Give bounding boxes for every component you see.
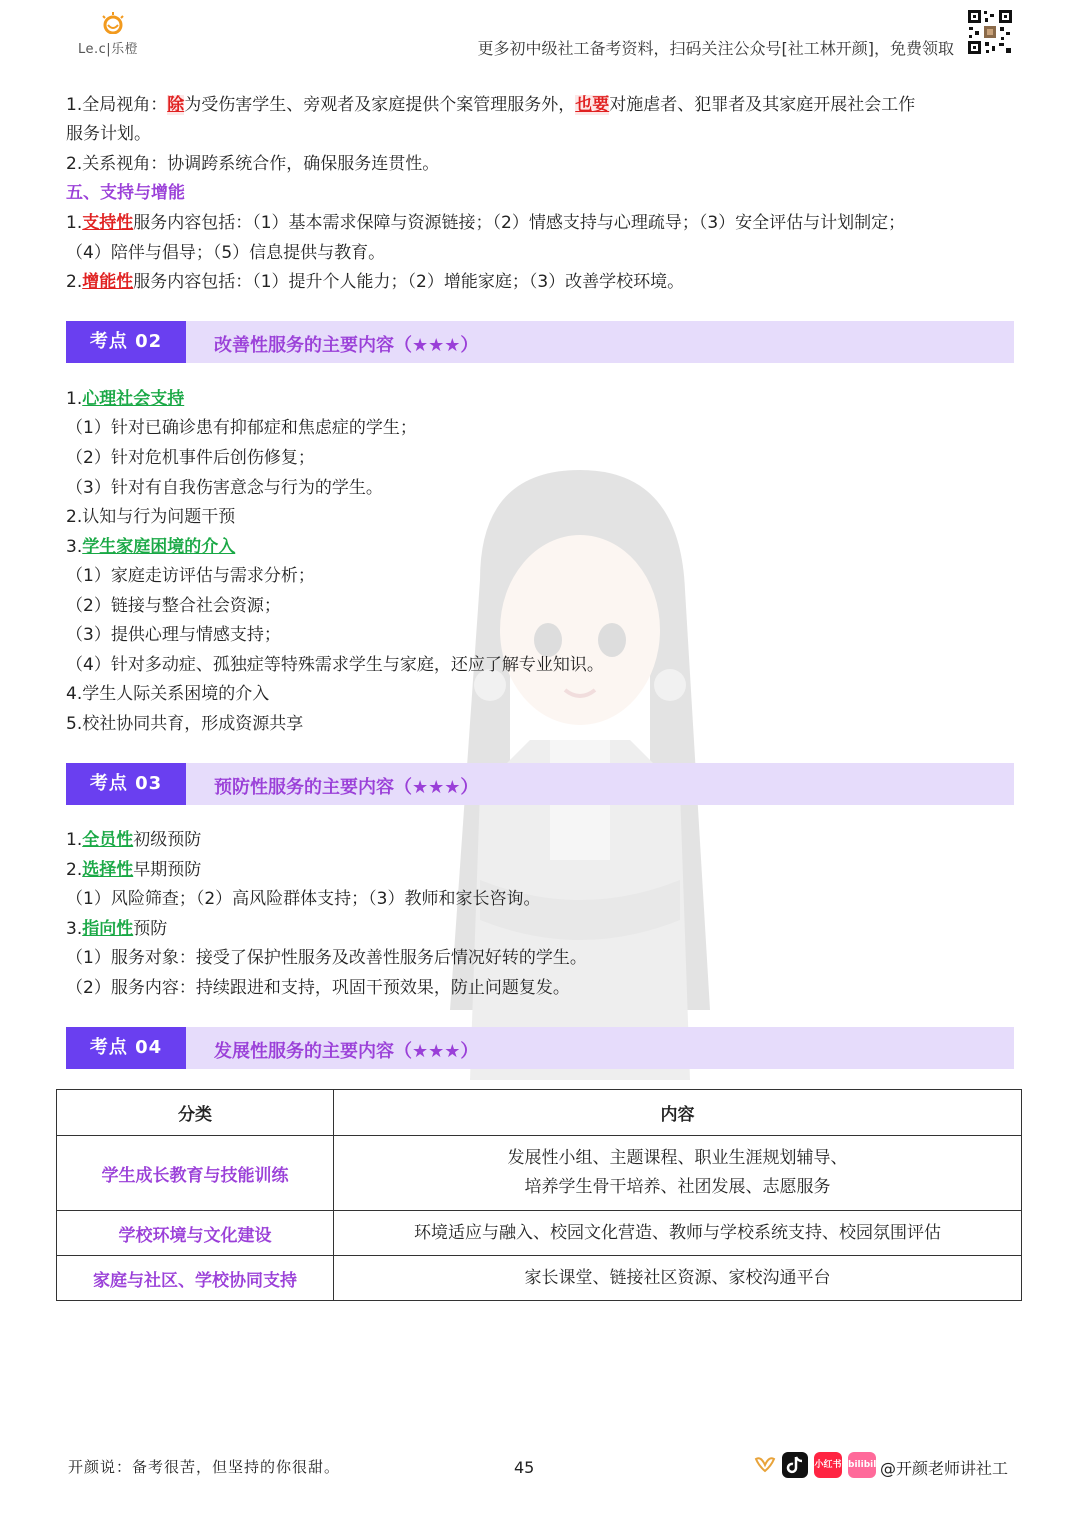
text: 3. [66, 537, 83, 557]
page-number: 45 [514, 1458, 535, 1477]
intro-line-2: 服务计划。 [66, 124, 151, 144]
emphasis-text: 指向性 [82, 919, 134, 939]
kd03-line: （1）风险筛查；（2）高风险群体支持；（3）教师和家长咨询。 [66, 889, 541, 909]
kd02-line: 2.认知与行为问题干预 [66, 507, 236, 527]
text: 服务内容包括：（1）提升个人能力；（2）增能家庭；（3）改善学校环境。 [133, 272, 685, 292]
content-cell [334, 1136, 1022, 1211]
wechat-channels-icon[interactable] [754, 1454, 776, 1476]
text: 对施虐者、犯罪者及其家庭开展社会工作 [609, 95, 916, 115]
section5-line-2 [66, 271, 684, 293]
section5-line-1 [66, 212, 905, 234]
kd03-line: （1）服务对象：接受了保护性服务及改善性服务后情况好转的学生。 [66, 948, 587, 968]
kd02-line: 4.学生人际关系困境的介入 [66, 684, 270, 704]
section5-line-1b: （4）陪伴与倡导；（5）信息提供与教育。 [66, 243, 386, 263]
bilibili-icon[interactable]: bilibili [848, 1452, 876, 1478]
text: 2. [66, 860, 83, 880]
kd02-line [66, 536, 235, 558]
footer-motto: 开颜说：备考很苦，但坚持的你很甜。 [68, 1458, 341, 1476]
intro-line-1 [66, 94, 915, 116]
text: 早期预防 [133, 860, 202, 880]
kd02-line: （3）提供心理与情感支持； [66, 625, 281, 645]
section-tag: 考点 02 [66, 321, 186, 363]
kd03-line [66, 829, 201, 851]
logo-text: Le.c|乐橙 [78, 42, 139, 57]
table-row [57, 1136, 1022, 1211]
section-tag: 考点 03 [66, 763, 186, 805]
category-cell: 家庭与社区、学校协同支持 [57, 1256, 334, 1301]
text: 3. [66, 919, 83, 939]
kd02-line: （1）家庭走访评估与需求分析； [66, 566, 315, 586]
kd02-line: （4）针对多动症、孤独症等特殊需求学生与家庭，还应了解专业知识。 [66, 655, 604, 675]
emphasis-text: 心理社会支持 [82, 389, 185, 409]
text: 1.全局视角： [66, 95, 168, 115]
section-bar-03 [66, 763, 1014, 805]
category-cell: 学生成长教育与技能训练 [57, 1136, 334, 1211]
text: 2. [66, 272, 83, 292]
content-line: 培养学生骨干培养、社团发展、志愿服务 [524, 1177, 831, 1197]
kd02-line: （2）链接与整合社会资源； [66, 596, 281, 616]
section-title: 预防性服务的主要内容（★★★） [214, 777, 479, 798]
emphasis-text: 除 [167, 95, 185, 115]
content-cell: 家长课堂、链接社区资源、家校沟通平台 [334, 1256, 1022, 1301]
text: 1. [66, 830, 83, 850]
content-cell: 环境适应与融入、校园文化营造、教师与学校系统支持、校园氛围评估 [334, 1211, 1022, 1256]
text: 为受伤害学生、旁观者及家庭提供个案管理服务外， [184, 95, 576, 115]
section-title: 改善性服务的主要内容（★★★） [214, 335, 479, 356]
kd03-line [66, 859, 201, 881]
header-note: 更多初中级社工备考资料，扫码关注公众号[社工林开颜]，免费领取 [477, 39, 954, 58]
sun-logo-icon [100, 12, 126, 34]
emphasis-text: 全员性 [82, 830, 134, 850]
section-title: 发展性服务的主要内容（★★★） [214, 1041, 479, 1062]
kd02-line: （3）针对有自我伤害意念与行为的学生。 [66, 478, 383, 498]
text: 1. [66, 389, 83, 409]
service-content-table [56, 1089, 1022, 1301]
table-row [57, 1256, 1022, 1301]
qr-code-icon[interactable] [966, 8, 1014, 56]
emphasis-text: 增能性 [82, 272, 134, 292]
emphasis-text: 也要 [575, 95, 610, 115]
table-header-cell: 内容 [334, 1090, 1022, 1136]
kd03-line [66, 918, 167, 940]
intro-line-3: 2.关系视角：协调跨系统合作，确保服务连贯性。 [66, 154, 440, 174]
text: 预防 [133, 919, 168, 939]
music-note-icon [782, 1452, 808, 1478]
kd02-line [66, 388, 184, 410]
emphasis-text: 选择性 [82, 860, 134, 880]
content-line: 发展性小组、主题课程、职业生涯规划辅导、 [507, 1148, 848, 1168]
section-bar-04 [66, 1027, 1014, 1069]
douyin-icon[interactable] [782, 1452, 808, 1478]
kd02-line: 5.校社协同共育，形成资源共享 [66, 714, 304, 734]
section-bar-02 [66, 321, 1014, 363]
author-handle: @开颜老师讲社工 [880, 1459, 1009, 1478]
kd03-line: （2）服务内容：持续跟进和支持，巩固干预效果，防止问题复发。 [66, 978, 570, 998]
text: 服务内容包括：（1）基本需求保障与资源链接；（2）情感支持与心理疏导；（3）安全评估与计划制定； [133, 213, 906, 233]
section-heading: 五、支持与增能 [66, 183, 185, 203]
text: 初级预防 [133, 830, 202, 850]
kd02-line: （1）针对已确诊患有抑郁症和焦虑症的学生； [66, 418, 417, 438]
emphasis-text: 支持性 [82, 213, 134, 233]
table-header-row [57, 1090, 1022, 1136]
text: 1. [66, 213, 83, 233]
table-header-cell: 分类 [57, 1090, 334, 1136]
kd02-line: （2）针对危机事件后创伤修复； [66, 448, 315, 468]
category-cell: 学校环境与文化建设 [57, 1211, 334, 1256]
xiaohongshu-icon[interactable]: 小红书 [814, 1452, 842, 1478]
brand-logo [78, 12, 168, 60]
table-row [57, 1211, 1022, 1256]
emphasis-text: 学生家庭困境的介入 [82, 537, 236, 557]
section-tag: 考点 04 [66, 1027, 186, 1069]
